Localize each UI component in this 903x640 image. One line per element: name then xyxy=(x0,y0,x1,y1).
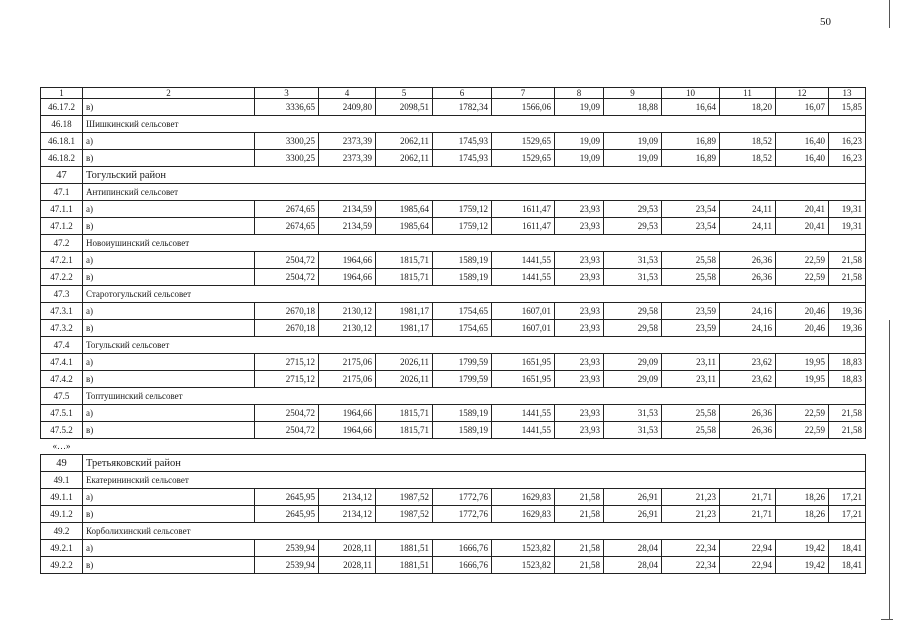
section-code-cell: 49.1 xyxy=(41,472,83,489)
value-cell: 29,09 xyxy=(604,371,662,388)
value-cell: 1964,66 xyxy=(319,405,376,422)
row-letter-cell: в) xyxy=(83,422,255,439)
value-cell: 21,23 xyxy=(662,489,720,506)
value-cell: 21,58 xyxy=(555,506,604,523)
value-cell: 1441,55 xyxy=(492,269,555,286)
table-row xyxy=(41,218,866,235)
value-cell: 16,89 xyxy=(662,133,720,150)
value-cell: 23,62 xyxy=(720,371,776,388)
value-cell: 17,21 xyxy=(829,489,866,506)
omission-filler xyxy=(83,439,866,455)
row-letter-cell: а) xyxy=(83,540,255,557)
value-cell: 31,53 xyxy=(604,422,662,439)
value-cell: 26,91 xyxy=(604,489,662,506)
value-cell: 22,94 xyxy=(720,540,776,557)
row-letter-cell: в) xyxy=(83,557,255,574)
value-cell: 1799,59 xyxy=(433,354,492,371)
value-cell: 18,41 xyxy=(829,540,866,557)
row-letter-cell: в) xyxy=(83,150,255,167)
value-cell: 29,53 xyxy=(604,218,662,235)
value-cell: 24,16 xyxy=(720,320,776,337)
value-cell: 18,83 xyxy=(829,371,866,388)
row-code-cell: 46.18.1 xyxy=(41,133,83,150)
value-cell: 1815,71 xyxy=(376,405,433,422)
value-cell: 22,59 xyxy=(776,252,829,269)
row-code-cell: 47.3.2 xyxy=(41,320,83,337)
row-code-cell: 46.17.2 xyxy=(41,99,83,116)
value-cell: 1772,76 xyxy=(433,506,492,523)
value-cell: 1629,83 xyxy=(492,489,555,506)
council-row xyxy=(41,388,866,405)
value-cell: 1981,17 xyxy=(376,303,433,320)
value-cell: 18,41 xyxy=(829,557,866,574)
value-cell: 19,42 xyxy=(776,540,829,557)
table-row xyxy=(41,422,866,439)
value-cell: 31,53 xyxy=(604,405,662,422)
value-cell: 28,04 xyxy=(604,540,662,557)
section-code-cell: 47.2 xyxy=(41,235,83,252)
value-cell: 21,58 xyxy=(555,489,604,506)
value-cell: 21,58 xyxy=(829,422,866,439)
value-cell: 23,93 xyxy=(555,201,604,218)
table-row xyxy=(41,320,866,337)
value-cell: 23,93 xyxy=(555,252,604,269)
value-cell: 19,95 xyxy=(776,354,829,371)
value-cell: 18,26 xyxy=(776,489,829,506)
value-cell: 19,09 xyxy=(604,150,662,167)
page-number: 50 xyxy=(820,16,831,28)
row-letter-cell: а) xyxy=(83,201,255,218)
value-cell: 1523,82 xyxy=(492,540,555,557)
table-row xyxy=(41,354,866,371)
value-cell: 21,58 xyxy=(829,252,866,269)
value-cell: 1651,95 xyxy=(492,371,555,388)
value-cell: 2539,94 xyxy=(255,540,319,557)
value-cell: 18,26 xyxy=(776,506,829,523)
value-cell: 2130,12 xyxy=(319,303,376,320)
value-cell: 1611,47 xyxy=(492,201,555,218)
value-cell: 25,58 xyxy=(662,405,720,422)
column-number-cell: 4 xyxy=(319,88,376,99)
value-cell: 1772,76 xyxy=(433,489,492,506)
value-cell: 23,59 xyxy=(662,303,720,320)
row-code-cell: 47.3.1 xyxy=(41,303,83,320)
value-cell: 23,54 xyxy=(662,201,720,218)
value-cell: 1815,71 xyxy=(376,269,433,286)
value-cell: 23,11 xyxy=(662,371,720,388)
value-cell: 26,91 xyxy=(604,506,662,523)
value-cell: 23,54 xyxy=(662,218,720,235)
value-cell: 1745,93 xyxy=(433,133,492,150)
value-cell: 2504,72 xyxy=(255,422,319,439)
value-cell: 1589,19 xyxy=(433,252,492,269)
value-cell: 2062,11 xyxy=(376,150,433,167)
value-cell: 2028,11 xyxy=(319,540,376,557)
district-row xyxy=(41,167,866,184)
value-cell: 25,58 xyxy=(662,269,720,286)
value-cell: 2504,72 xyxy=(255,269,319,286)
value-cell: 1799,59 xyxy=(433,371,492,388)
value-cell: 23,93 xyxy=(555,218,604,235)
value-cell: 29,53 xyxy=(604,201,662,218)
value-cell: 1987,52 xyxy=(376,489,433,506)
value-cell: 2130,12 xyxy=(319,320,376,337)
table-row xyxy=(41,489,866,506)
value-cell: 23,93 xyxy=(555,422,604,439)
row-letter-cell: а) xyxy=(83,405,255,422)
value-cell: 23,93 xyxy=(555,371,604,388)
tariff-table xyxy=(40,87,866,574)
section-code-cell: 47.3 xyxy=(41,286,83,303)
council-title-cell: Шишкинский сельсовет xyxy=(83,116,866,133)
district-title-cell: Третьяковский район xyxy=(83,455,866,472)
section-code-cell: 47.1 xyxy=(41,184,83,201)
row-code-cell: 49.1.2 xyxy=(41,506,83,523)
value-cell: 2026,11 xyxy=(376,371,433,388)
page-edge-line-top xyxy=(889,0,890,28)
value-cell: 1881,51 xyxy=(376,540,433,557)
value-cell: 1611,47 xyxy=(492,218,555,235)
value-cell: 1589,19 xyxy=(433,269,492,286)
value-cell: 1441,55 xyxy=(492,422,555,439)
value-cell: 3336,65 xyxy=(255,99,319,116)
value-cell: 31,53 xyxy=(604,252,662,269)
value-cell: 26,36 xyxy=(720,405,776,422)
value-cell: 2674,65 xyxy=(255,218,319,235)
table-row xyxy=(41,405,866,422)
value-cell: 2134,12 xyxy=(319,506,376,523)
value-cell: 29,58 xyxy=(604,320,662,337)
value-cell: 2539,94 xyxy=(255,557,319,574)
value-cell: 23,93 xyxy=(555,320,604,337)
value-cell: 1987,52 xyxy=(376,506,433,523)
value-cell: 18,83 xyxy=(829,354,866,371)
value-cell: 22,59 xyxy=(776,422,829,439)
value-cell: 22,34 xyxy=(662,557,720,574)
value-cell: 2134,12 xyxy=(319,489,376,506)
row-code-cell: 47.2.1 xyxy=(41,252,83,269)
value-cell: 2373,39 xyxy=(319,133,376,150)
column-number-cell: 6 xyxy=(433,88,492,99)
row-letter-cell: а) xyxy=(83,489,255,506)
value-cell: 23,93 xyxy=(555,269,604,286)
value-cell: 19,09 xyxy=(555,133,604,150)
row-code-cell: 46.18.2 xyxy=(41,150,83,167)
column-number-cell: 12 xyxy=(776,88,829,99)
value-cell: 2504,72 xyxy=(255,405,319,422)
value-cell: 1985,64 xyxy=(376,201,433,218)
section-code-cell: 46.18 xyxy=(41,116,83,133)
row-code-cell: 47.1.2 xyxy=(41,218,83,235)
value-cell: 16,23 xyxy=(829,150,866,167)
value-cell: 24,11 xyxy=(720,201,776,218)
value-cell: 2674,65 xyxy=(255,201,319,218)
value-cell: 1441,55 xyxy=(492,405,555,422)
row-letter-cell: в) xyxy=(83,269,255,286)
value-cell: 25,58 xyxy=(662,252,720,269)
row-letter-cell: а) xyxy=(83,252,255,269)
section-code-cell: 47.5 xyxy=(41,388,83,405)
row-code-cell: 49.1.1 xyxy=(41,489,83,506)
table-row xyxy=(41,371,866,388)
value-cell: 1607,01 xyxy=(492,320,555,337)
council-title-cell: Антипинский сельсовет xyxy=(83,184,866,201)
value-cell: 1666,76 xyxy=(433,557,492,574)
council-row xyxy=(41,184,866,201)
column-number-cell: 3 xyxy=(255,88,319,99)
column-number-cell: 11 xyxy=(720,88,776,99)
value-cell: 16,23 xyxy=(829,133,866,150)
value-cell: 26,36 xyxy=(720,252,776,269)
value-cell: 1881,51 xyxy=(376,557,433,574)
value-cell: 16,40 xyxy=(776,133,829,150)
council-title-cell: Топтушинский сельсовет xyxy=(83,388,866,405)
value-cell: 19,09 xyxy=(555,99,604,116)
value-cell: 16,64 xyxy=(662,99,720,116)
value-cell: 23,59 xyxy=(662,320,720,337)
section-code-cell: 49 xyxy=(41,455,83,472)
column-number-cell: 8 xyxy=(555,88,604,99)
value-cell: 19,36 xyxy=(829,320,866,337)
value-cell: 21,58 xyxy=(555,557,604,574)
row-letter-cell: в) xyxy=(83,218,255,235)
value-cell: 1651,95 xyxy=(492,354,555,371)
column-number-cell: 7 xyxy=(492,88,555,99)
column-number-cell: 13 xyxy=(829,88,866,99)
value-cell: 19,31 xyxy=(829,218,866,235)
section-code-cell: 49.2 xyxy=(41,523,83,540)
council-title-cell: Новоиушинский сельсовет xyxy=(83,235,866,252)
council-row xyxy=(41,286,866,303)
council-row xyxy=(41,337,866,354)
value-cell: 29,58 xyxy=(604,303,662,320)
row-code-cell: 49.2.1 xyxy=(41,540,83,557)
value-cell: 23,62 xyxy=(720,354,776,371)
value-cell: 20,41 xyxy=(776,201,829,218)
value-cell: 1629,83 xyxy=(492,506,555,523)
value-cell: 1985,64 xyxy=(376,218,433,235)
section-code-cell: 47 xyxy=(41,167,83,184)
value-cell: 18,20 xyxy=(720,99,776,116)
value-cell: 2373,39 xyxy=(319,150,376,167)
value-cell: 16,07 xyxy=(776,99,829,116)
row-letter-cell: а) xyxy=(83,303,255,320)
omission-marker: «…» xyxy=(52,441,71,451)
row-letter-cell: в) xyxy=(83,371,255,388)
row-code-cell: 47.4.1 xyxy=(41,354,83,371)
council-title-cell: Тогульский сельсовет xyxy=(83,337,866,354)
council-row xyxy=(41,116,866,133)
value-cell: 2134,59 xyxy=(319,201,376,218)
value-cell: 2504,72 xyxy=(255,252,319,269)
value-cell: 19,42 xyxy=(776,557,829,574)
table-row xyxy=(41,557,866,574)
value-cell: 2134,59 xyxy=(319,218,376,235)
value-cell: 2175,06 xyxy=(319,354,376,371)
omission-row xyxy=(41,439,866,455)
value-cell: 23,93 xyxy=(555,354,604,371)
value-cell: 23,93 xyxy=(555,405,604,422)
value-cell: 22,34 xyxy=(662,540,720,557)
district-title-cell: Тогульский район xyxy=(83,167,866,184)
column-number-cell: 1 xyxy=(41,88,83,99)
value-cell: 19,36 xyxy=(829,303,866,320)
value-cell: 1759,12 xyxy=(433,218,492,235)
value-cell: 2175,06 xyxy=(319,371,376,388)
value-cell: 3300,25 xyxy=(255,133,319,150)
value-cell: 21,71 xyxy=(720,489,776,506)
value-cell: 18,88 xyxy=(604,99,662,116)
row-code-cell: 47.2.2 xyxy=(41,269,83,286)
value-cell: 19,31 xyxy=(829,201,866,218)
value-cell: 1815,71 xyxy=(376,252,433,269)
council-title-cell: Екатерининский сельсовет xyxy=(83,472,866,489)
value-cell: 21,58 xyxy=(829,405,866,422)
value-cell: 1815,71 xyxy=(376,422,433,439)
value-cell: 21,23 xyxy=(662,506,720,523)
value-cell: 2409,80 xyxy=(319,99,376,116)
value-cell: 1523,82 xyxy=(492,557,555,574)
table-row xyxy=(41,252,866,269)
row-letter-cell: в) xyxy=(83,320,255,337)
value-cell: 3300,25 xyxy=(255,150,319,167)
value-cell: 23,11 xyxy=(662,354,720,371)
column-number-cell: 5 xyxy=(376,88,433,99)
value-cell: 17,21 xyxy=(829,506,866,523)
row-code-cell: 47.4.2 xyxy=(41,371,83,388)
table-row xyxy=(41,99,866,116)
value-cell: 25,58 xyxy=(662,422,720,439)
page-edge-line-foot xyxy=(881,619,893,620)
value-cell: 1529,65 xyxy=(492,150,555,167)
row-letter-cell: в) xyxy=(83,506,255,523)
value-cell: 1666,76 xyxy=(433,540,492,557)
value-cell: 1754,65 xyxy=(433,320,492,337)
value-cell: 22,59 xyxy=(776,405,829,422)
table-row xyxy=(41,133,866,150)
value-cell: 18,52 xyxy=(720,150,776,167)
value-cell: 19,95 xyxy=(776,371,829,388)
value-cell: 24,11 xyxy=(720,218,776,235)
row-letter-cell: а) xyxy=(83,354,255,371)
value-cell: 1607,01 xyxy=(492,303,555,320)
value-cell: 1589,19 xyxy=(433,405,492,422)
column-number-cell: 2 xyxy=(83,88,255,99)
value-cell: 1529,65 xyxy=(492,133,555,150)
council-row xyxy=(41,472,866,489)
value-cell: 19,09 xyxy=(555,150,604,167)
row-code-cell: 47.1.1 xyxy=(41,201,83,218)
value-cell: 22,59 xyxy=(776,269,829,286)
value-cell: 20,46 xyxy=(776,320,829,337)
value-cell: 31,53 xyxy=(604,269,662,286)
table-row xyxy=(41,303,866,320)
table-header-row xyxy=(41,88,866,99)
council-title-cell: Старотогульский сельсовет xyxy=(83,286,866,303)
table-row xyxy=(41,506,866,523)
value-cell: 1964,66 xyxy=(319,422,376,439)
value-cell: 2062,11 xyxy=(376,133,433,150)
table-row xyxy=(41,150,866,167)
value-cell: 1441,55 xyxy=(492,252,555,269)
value-cell: 2098,51 xyxy=(376,99,433,116)
council-title-cell: Корболихинский сельсовет xyxy=(83,523,866,540)
value-cell: 26,36 xyxy=(720,269,776,286)
row-code-cell: 47.5.2 xyxy=(41,422,83,439)
table-row xyxy=(41,201,866,218)
value-cell: 16,40 xyxy=(776,150,829,167)
row-code-cell: 49.2.2 xyxy=(41,557,83,574)
value-cell: 21,71 xyxy=(720,506,776,523)
value-cell: 22,94 xyxy=(720,557,776,574)
value-cell: 1566,06 xyxy=(492,99,555,116)
value-cell: 1759,12 xyxy=(433,201,492,218)
value-cell: 28,04 xyxy=(604,557,662,574)
value-cell: 2670,18 xyxy=(255,303,319,320)
value-cell: 1964,66 xyxy=(319,269,376,286)
value-cell: 29,09 xyxy=(604,354,662,371)
value-cell: 1981,17 xyxy=(376,320,433,337)
value-cell: 23,93 xyxy=(555,303,604,320)
section-code-cell: 47.4 xyxy=(41,337,83,354)
page-edge-line-right xyxy=(889,320,890,620)
row-letter-cell: а) xyxy=(83,133,255,150)
value-cell: 24,16 xyxy=(720,303,776,320)
column-number-cell: 10 xyxy=(662,88,720,99)
table-body xyxy=(41,88,866,574)
value-cell: 26,36 xyxy=(720,422,776,439)
value-cell: 2028,11 xyxy=(319,557,376,574)
value-cell: 21,58 xyxy=(829,269,866,286)
value-cell: 1589,19 xyxy=(433,422,492,439)
district-row xyxy=(41,455,866,472)
column-number-cell: 9 xyxy=(604,88,662,99)
value-cell: 2670,18 xyxy=(255,320,319,337)
value-cell: 1964,66 xyxy=(319,252,376,269)
value-cell: 2026,11 xyxy=(376,354,433,371)
row-code-cell: 47.5.1 xyxy=(41,405,83,422)
value-cell: 20,46 xyxy=(776,303,829,320)
value-cell: 15,85 xyxy=(829,99,866,116)
value-cell: 1754,65 xyxy=(433,303,492,320)
table-row xyxy=(41,269,866,286)
value-cell: 16,89 xyxy=(662,150,720,167)
value-cell: 21,58 xyxy=(555,540,604,557)
value-cell: 2715,12 xyxy=(255,371,319,388)
council-row xyxy=(41,523,866,540)
value-cell: 18,52 xyxy=(720,133,776,150)
value-cell: 2645,95 xyxy=(255,506,319,523)
value-cell: 2715,12 xyxy=(255,354,319,371)
value-cell: 20,41 xyxy=(776,218,829,235)
value-cell: 2645,95 xyxy=(255,489,319,506)
row-letter-cell: в) xyxy=(83,99,255,116)
value-cell: 19,09 xyxy=(604,133,662,150)
value-cell: 1782,34 xyxy=(433,99,492,116)
council-row xyxy=(41,235,866,252)
table-row xyxy=(41,540,866,557)
value-cell: 1745,93 xyxy=(433,150,492,167)
